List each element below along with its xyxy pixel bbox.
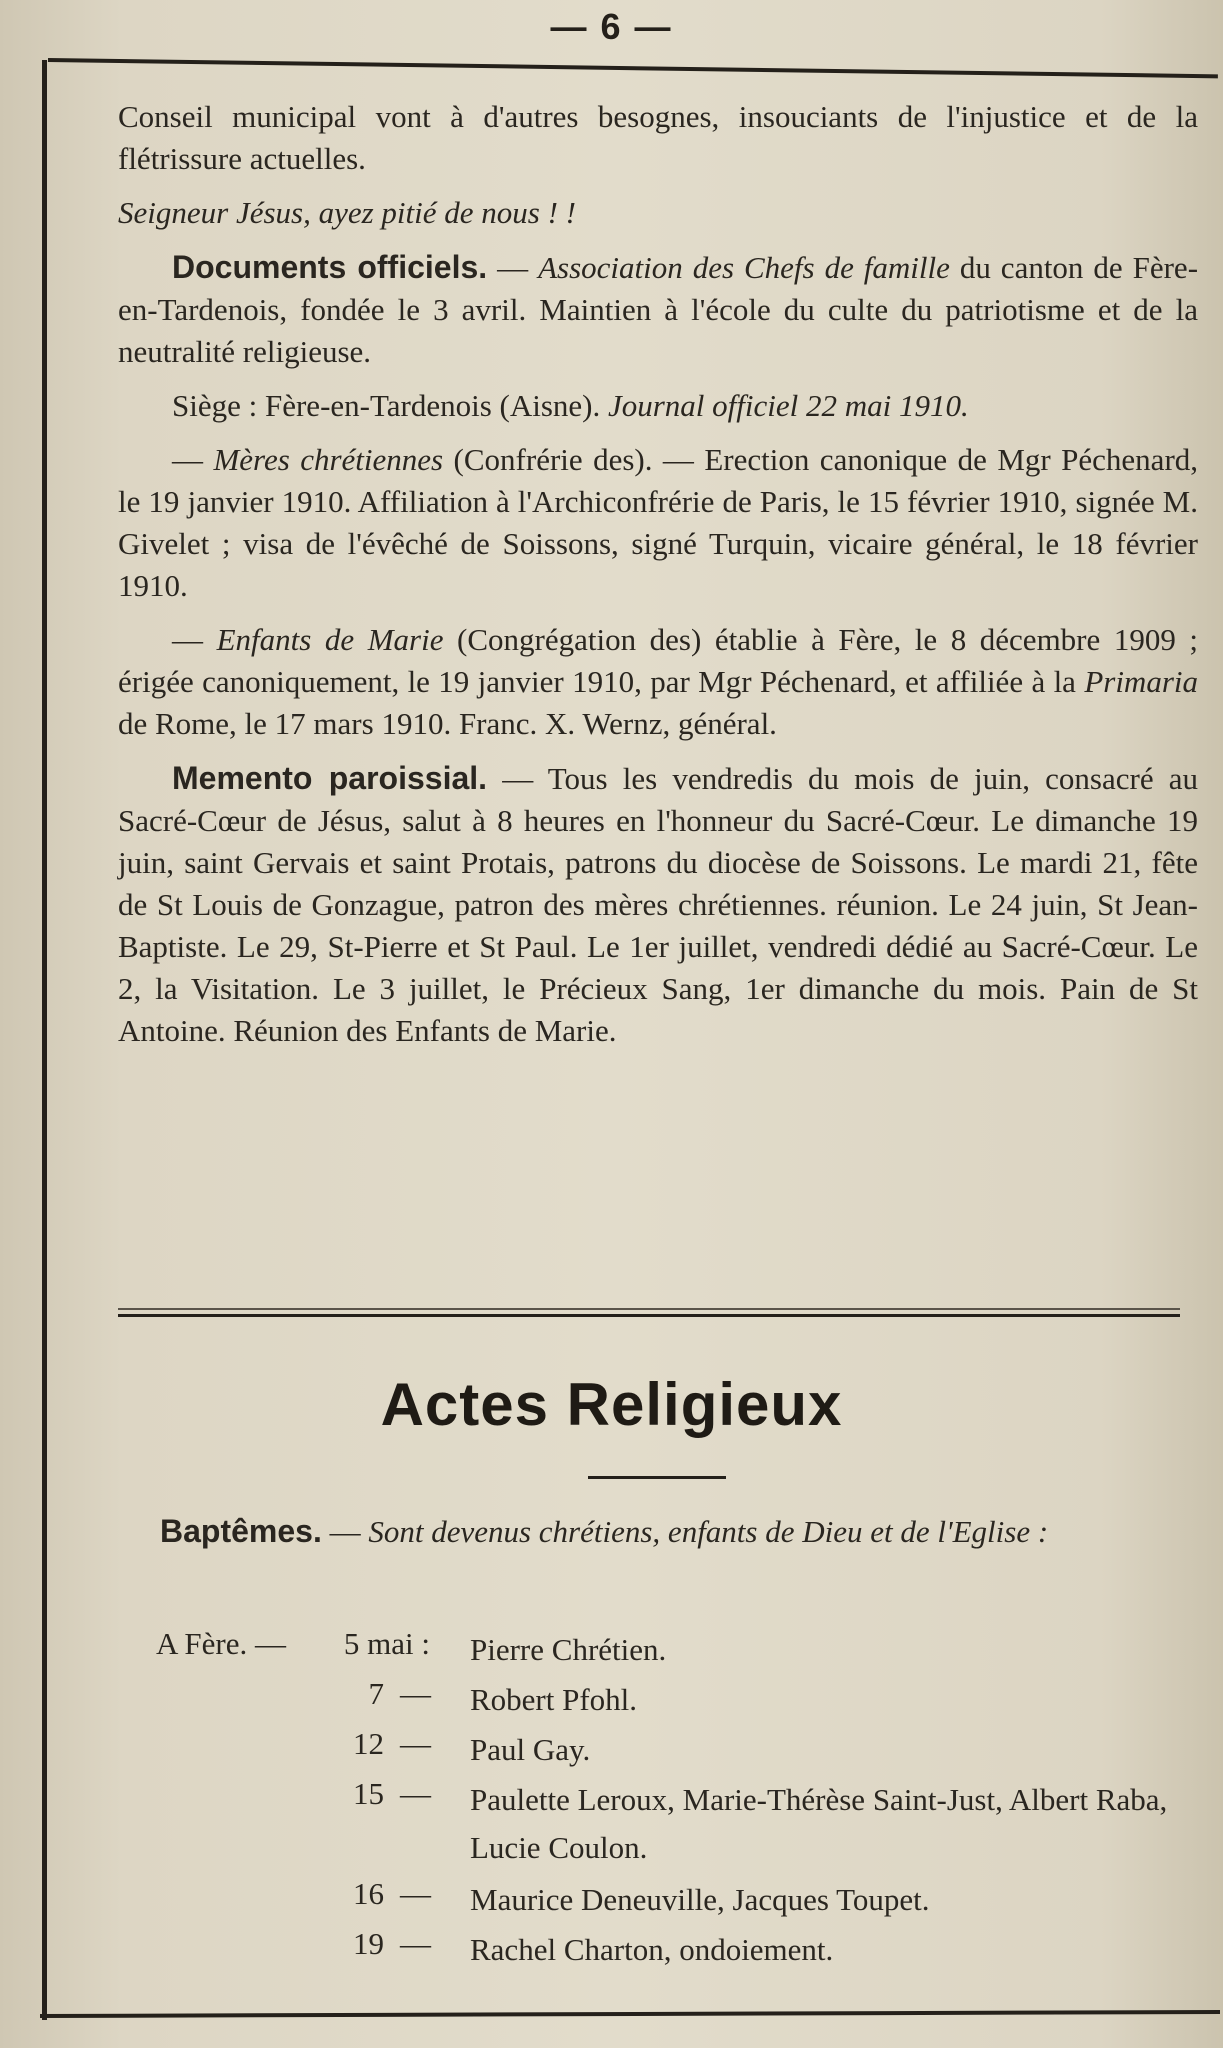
list-item bbox=[104, 1776, 1188, 1876]
entry-names: Robert Pfohl. bbox=[470, 1682, 638, 1717]
entry-day: 19 bbox=[353, 1926, 384, 1961]
entry-names: Maurice Deneuville, Jacques Toupet. bbox=[470, 1882, 930, 1917]
memento-text: — Tous les vendredis du mois de juin, consacré au Sacré-Cœur de Jésus, salut à 8 heures en l'honneur du Sacré-Cœur. Le dimanche 19 juin, saint Gervais et saint Protais, patrons du diocèse de Soissons. Le mardi 21, fête de St Louis de Gonzague, patron des mères chrétiennes. réunion. Le 24 juin, St Jean-Baptiste. Le 29, St-Pierre et St Paul. Le 1er juillet, vendredi dédié au Sacré-Cœur. Le 2, la Visitation. Le 3 juillet, le Précieux Sang, 1er dimanche du mois. Pain de St Antoine. Réunion des Enfants de Marie. bbox=[118, 761, 1198, 1048]
entry-names: Pierre Chrétien. bbox=[470, 1632, 667, 1667]
entry-names: Paul Gay. bbox=[470, 1732, 591, 1767]
entry-day: 12 bbox=[353, 1726, 384, 1761]
entry-names: Rachel Charton, ondoiement. bbox=[470, 1932, 834, 1967]
entry-dash: — bbox=[400, 1876, 431, 1911]
baptemes-heading: Baptêmes. bbox=[160, 1513, 322, 1549]
prayer-text: Seigneur Jésus, ayez pitié de nous ! ! bbox=[118, 195, 576, 230]
list-item bbox=[104, 1676, 1188, 1726]
entry-dash: — bbox=[400, 1776, 431, 1811]
entry-day: 16 bbox=[353, 1876, 384, 1911]
baptism-list bbox=[104, 1626, 1188, 1976]
baptemes-italic: Sont devenus chrétiens, enfants de Dieu et de l'Eglise : bbox=[368, 1514, 1049, 1549]
list-item bbox=[104, 1626, 1188, 1676]
list-item bbox=[104, 1876, 1188, 1926]
entry-dash: — bbox=[400, 1926, 431, 1961]
list-item bbox=[104, 1926, 1188, 1976]
enfants-italic: Enfants de Marie bbox=[216, 622, 444, 657]
meres-italic: Mères chrétiennes bbox=[213, 442, 444, 477]
entry-day: 7 bbox=[368, 1676, 384, 1711]
article-body bbox=[118, 96, 1198, 1052]
memento-heading: Memento paroissial. bbox=[172, 760, 488, 796]
entry-names: Paulette Leroux, Marie-Thérèse Saint-Just, Albert Raba, Lucie Coulon. bbox=[470, 1782, 1168, 1865]
meres-text: (Confrérie des). — Erection canonique de Mgr Péchenard, le 19 janvier 1910. Affiliation à l'Archiconfrérie de Paris, le 15 février 1910, signée M. Givelet ; visa de l'évêché de Soissons, signé Turquin, vicaire général, le 18 février 1910. bbox=[118, 442, 1199, 603]
enfants-text: (Congrégation des) établie à Fère, le 8 décembre 1909 ; érigée canoniquement, le 19 janvier 1910, par Mgr Péchenard, et affiliée à la bbox=[118, 622, 1199, 699]
prayer-line bbox=[118, 192, 1198, 234]
paragraph-enfants bbox=[118, 619, 1198, 745]
paragraph-siege bbox=[118, 385, 1198, 427]
title-underline bbox=[588, 1476, 726, 1479]
frame-left-rule bbox=[42, 60, 47, 2020]
paragraph-meres bbox=[118, 439, 1198, 607]
page-number: — 6 — bbox=[550, 6, 673, 47]
enfants-text-end: de Rome, le 17 mars 1910. Franc. X. Wernz, général. bbox=[118, 706, 777, 741]
siege-text: Siège : Fère-en-Tardenois (Aisne). bbox=[172, 388, 608, 423]
frame-top-rule bbox=[48, 58, 1218, 78]
paragraph-conseil: Conseil municipal vont à d'autres besognes, insouciants de l'injustice et de la flétrissure actuelles. bbox=[118, 99, 1198, 176]
documents-heading: Documents officiels. bbox=[172, 249, 488, 285]
enfants-dash: — bbox=[172, 622, 217, 657]
documents-dash: — bbox=[487, 250, 539, 285]
baptemes-dash: — bbox=[321, 1514, 369, 1549]
section-divider bbox=[118, 1308, 1180, 1317]
paragraph-memento bbox=[118, 757, 1198, 1052]
entry-day: 15 bbox=[353, 1776, 384, 1811]
entry-dash: — bbox=[400, 1676, 431, 1711]
section-title: Actes Religieux bbox=[380, 1371, 843, 1438]
siege-journal: Journal officiel 22 mai 1910. bbox=[607, 388, 969, 423]
enfants-primaria: Primaria bbox=[1084, 664, 1198, 699]
list-item bbox=[104, 1726, 1188, 1776]
baptemes-intro bbox=[104, 1510, 1188, 1553]
documents-text: du canton de Fère-en-Tardenois, fondée le 3 avril. Maintien à l'école du culte du patriotisme et de la neutralité religieuse. bbox=[118, 250, 1199, 369]
entry-dash: — bbox=[400, 1726, 431, 1761]
entry-location: A Fère. — bbox=[156, 1626, 287, 1661]
entry-day: 5 mai : bbox=[343, 1626, 430, 1661]
frame-bottom-rule bbox=[40, 2010, 1220, 2018]
meres-dash: — bbox=[172, 442, 214, 477]
documents-italic: Association des Chefs de famille bbox=[538, 250, 950, 285]
paragraph-documents bbox=[118, 246, 1198, 373]
